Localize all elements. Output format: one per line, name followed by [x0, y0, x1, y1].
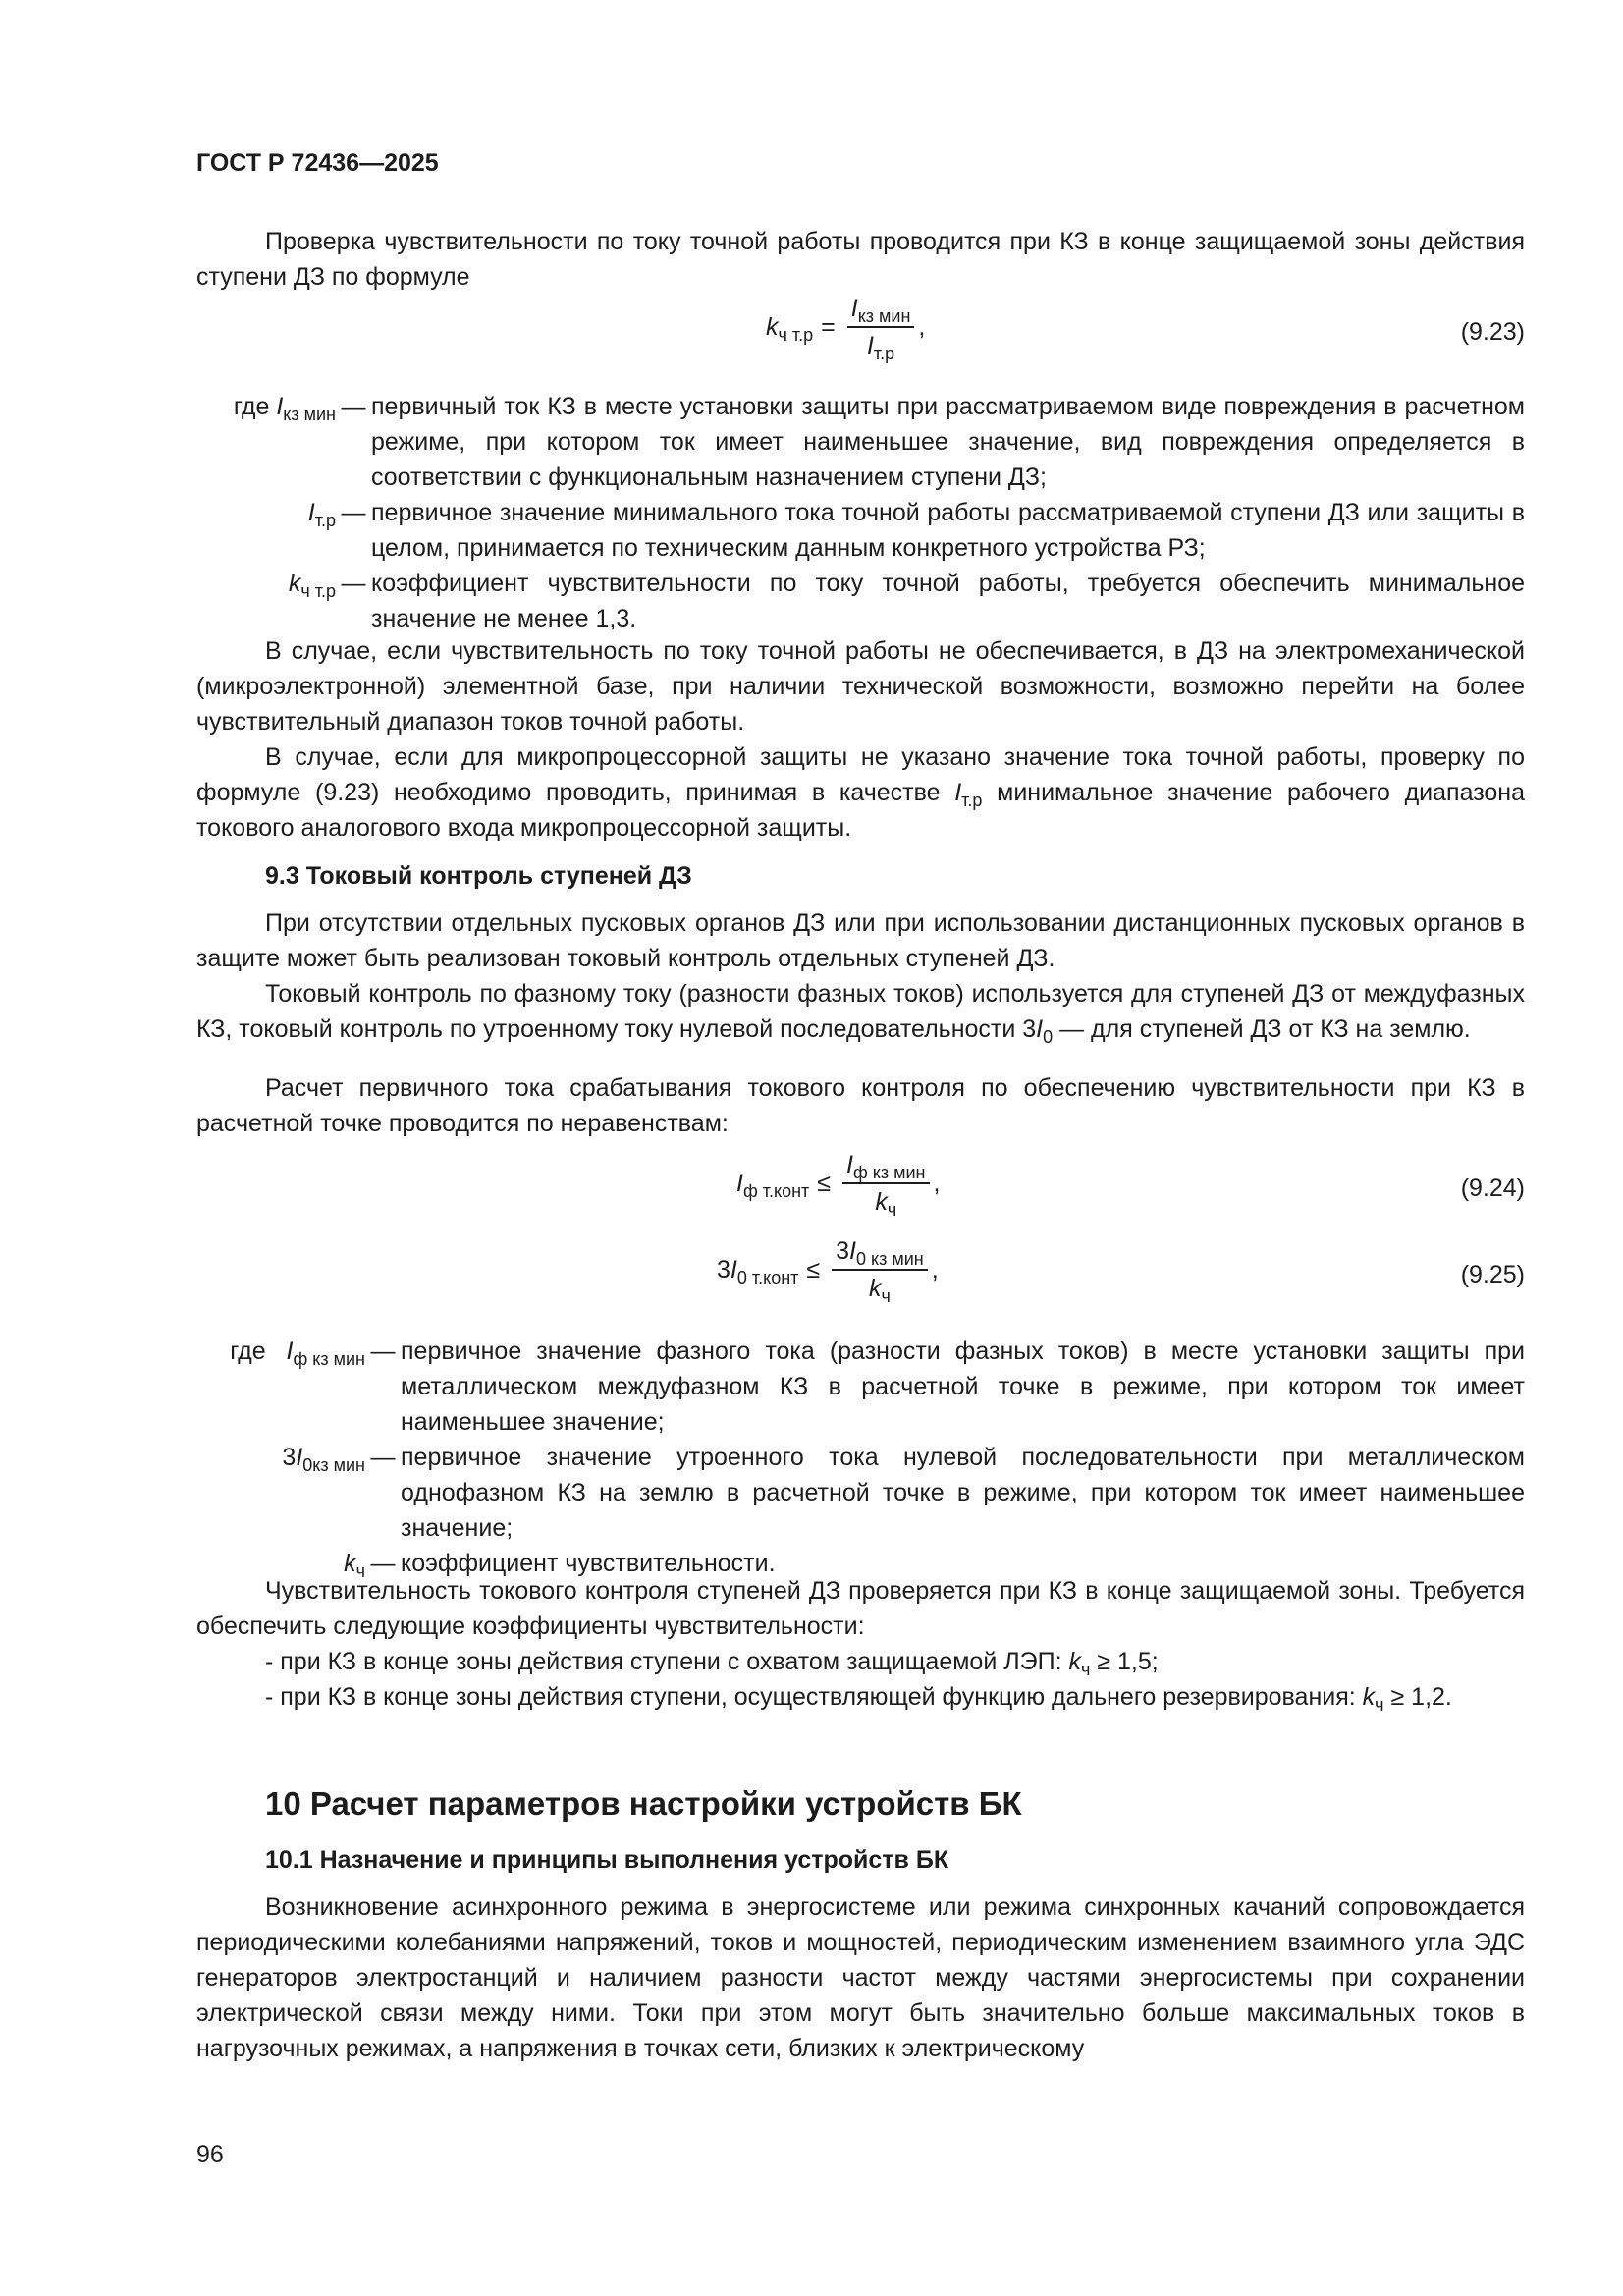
list-item-1: - при КЗ в конце зоны действия ступени с охватом защищаемой ЛЭП: $k_ч \ge 1,5$;	[265, 1648, 1159, 1679]
fraction: $\frac{3I_{0 кз мин}}{k_ч}$	[832, 1237, 928, 1302]
formula-number: (9.25)	[1460, 1261, 1525, 1288]
document-page	[196, 0, 1525, 2296]
section-heading-10: 10 Расчет параметров настройки устройств БК	[265, 1785, 1022, 1822]
definition-row: $I_{т.р}$ — первичное значение минимального тока точной работы рассматриваемой ступени ДЗ или защиты в целом, принимается по техническим данным конкретного устройства РЗ;	[307, 499, 1525, 562]
section-heading-10-1: 10.1 Назначение и принципы выполнения устройств БК	[265, 1846, 949, 1874]
paragraph-calculation: Расчет первичного тока срабатывания токового контроля по обеспечению чувствительности при КЗ в расчетной точке проводится по неравенствам:	[196, 1074, 1525, 1137]
paragraph-phase-current: Токовый контроль по фазному току (разности фазных токов) используется для ступеней ДЗ от междуфазных КЗ, токовый контроль по утроенному току нулевой последовательности $3I_0$ — для ступеней ДЗ от КЗ на землю.	[196, 980, 1525, 1047]
definition-row: $k_ч$ — коэффициент чувствительности.	[344, 1550, 776, 1581]
formula-9-24-expression: $I_{ф т.конт}$ ≤ $\frac{I_{ф кз мин}}{k_ч}$ ,	[736, 1151, 941, 1220]
formula-9-25-expression: $3I_{0 т.конт}$ ≤ $\frac{3I_{0 кз мин}}{k_ч}$ ,	[717, 1237, 939, 1306]
formula-number: (9.23)	[1460, 318, 1525, 346]
page-number: 96	[196, 2141, 224, 2168]
formula-9-24	[196, 1151, 1525, 1239]
paragraph-sensitivity: В случае, если чувствительность по току точной работы не обеспечивается, в ДЗ на электромеханической (микроэлектронной) элементной базе, при наличии технической возможности, возможно перейти на более чувствительный диапазон токов точной работы.	[196, 637, 1525, 736]
section-heading-9-3: 9.3 Токовый контроль ступеней ДЗ	[265, 862, 692, 890]
paragraph-sensitivity-check: Чувствительность токового контроля ступеней ДЗ проверяется при КЗ в конце защищаемой зоны. Требуется обеспечить следующие коэффициенты чувствительности:	[196, 1577, 1525, 1640]
definition-row: $k_{ч т.р}$ — коэффициент чувствительности по току точной работы, требуется обеспечить минимальное значение не менее 1,3.	[288, 570, 1525, 632]
fraction: $\frac{I_{кз мин}}{I_{т.р}}$	[847, 295, 915, 359]
definitions-list-1	[196, 389, 1525, 636]
formula-9-23	[196, 295, 1525, 383]
document-header: ГОСТ Р 72436—2025	[196, 149, 439, 177]
definitions-list-2	[196, 1334, 1525, 1581]
formula-9-23-expression: $k_{ч т.р}$ = $\frac{I_{кз мин}}{I_{т.р}}$ ,	[766, 295, 926, 363]
list-item-2: - при КЗ в конце зоны действия ступени, осуществляющей функцию дальнего резервирования: $k_ч \ge 1,2$.	[265, 1683, 1452, 1715]
definition-row: где $I_{кз мин}$ — первичный ток КЗ в месте установки защиты при рассматриваемом виде повреждения в расчетном режиме, при котором ток имеет наименьшее значение, вид повреждения определяется в соответствии с функциональным назначением ступени ДЗ;	[233, 393, 1525, 491]
paragraph-async-mode: Возникновение асинхронного режима в энергосистеме или режима синхронных качаний сопровождается периодическими колебаниями напряжений, токов и мощностей, периодическим изменением взаимного угла ЭДС генераторов электростанций и наличием разности частот между частями энергосистемы при сохранении электрической связи между ними. Токи при этом могут быть значительно больше максимальных токов в нагрузочных режимах, а напряжения в точках сети, близких к электрическому	[196, 1893, 1525, 2062]
formula-number: (9.24)	[1460, 1175, 1525, 1202]
fraction: $\frac{I_{ф кз мин}}{k_ч}$	[842, 1151, 929, 1216]
paragraph-current-control: При отсутствии отдельных пусковых органов ДЗ или при использовании дистанционных пусковых органов в защите может быть реализован токовый контроль отдельных ступеней ДЗ.	[196, 909, 1525, 972]
formula-9-25	[196, 1237, 1525, 1326]
definition-row: $3I_{0кз мин}$ — первичное значение утроенного тока нулевой последовательности при металлическом однофазном КЗ на землю в расчетной точке в режиме, при котором ток имеет наименьшее значение;	[282, 1444, 1525, 1542]
paragraph-intro: Проверка чувствительности по току точной работы проводится при КЗ в конце защищаемой зоны действия ступени ДЗ по формуле	[196, 228, 1525, 291]
definition-row: где $I_{ф кз мин}$ — первичное значение фазного тока (разности фазных токов) в месте установки защиты при металлическом междуфазном КЗ в расчетной точке в режиме, при котором ток имеет наименьшее значение;	[230, 1338, 1525, 1436]
paragraph-microprocessor: В случае, если для микропроцессорной защиты не указано значение тока точной работы, проверку по формуле (9.23) необходимо проводить, принимая в качестве $I_{т.р}$ минимальное значение рабочего диапазона токового аналогового входа микропроцессорной защиты.	[196, 743, 1526, 842]
